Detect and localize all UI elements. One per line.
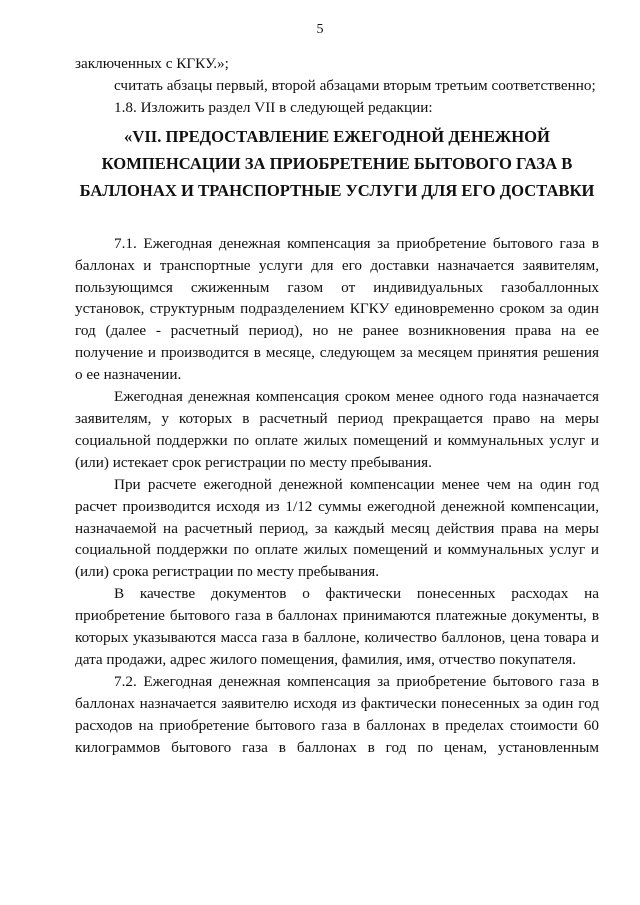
body-paragraph: 7.1. Ежегодная денежная компенсация за приобретение бытового газа в баллонах и транспортные услуги для его доставки назначается заявителям, пользующимся сжиженным газом от индивидуальных газобаллонных установок, структурным подразделением КГКУ единовременно сроком за один год (далее - расчетный период), но не ранее возникновения права на ее получение и производится в месяце, следующем за месяцем принятия решения о ее назначении. (75, 234, 599, 384)
section-heading-line: БАЛЛОНАХ И ТРАНСПОРТНЫЕ УСЛУГИ ДЛЯ ЕГО ДОСТАВКИ (79, 180, 595, 200)
section-heading-line: «VII. ПРЕДОСТАВЛЕНИЕ ЕЖЕГОДНОЙ ДЕНЕЖНОЙ (124, 126, 550, 146)
body-paragraph: При расчете ежегодной денежной компенсации менее чем на один год расчет производится исходя из 1/12 суммы ежегодной денежной компенсации, назначаемой на расчетный период, за каждый месяц действия права на меры социальной поддержки по оплате жилых помещений и коммунальных услуг и (или) срока регистрации по месту пребывания. (75, 475, 599, 581)
amendment-line: 1.8. Изложить раздел VII в следующей редакции: (114, 98, 433, 116)
spacer (75, 204, 599, 233)
body-paragraph: Ежегодная денежная компенсация сроком менее одного года назначается заявителям, у которых в расчетный период прекращается право на меры социальной поддержки по оплате жилых помещений и коммунальных услуг и (или) истекает срок регистрации по месту пребывания. (75, 388, 599, 471)
document-body (75, 53, 599, 758)
body-paragraph: В качестве документов о фактически понесенных расходах на приобретение бытового газа в баллонах принимаются платежные документы, в которых указываются масса газа в баллоне, количество баллонов, цена товара и дата продажи, адрес жилого помещения, фамилия, имя, отчество покупателя. (75, 585, 599, 668)
page-number: 5 (316, 22, 324, 37)
body-paragraph: 7.2. Ежегодная денежная компенсация за приобретение бытового газа в баллонах назначается заявителю исходя из фактически понесенных за один год расходов на приобретение бытового газа в баллонах в пределах стоимости 60 килограммов бытового газа в баллонах в год по ценам, установленным (75, 672, 599, 756)
section-heading-line: КОМПЕНСАЦИИ ЗА ПРИОБРЕТЕНИЕ БЫТОВОГО ГАЗА В (101, 153, 573, 173)
section-heading (75, 123, 599, 204)
continuation-line: заключенных с КГКУ.»; (75, 55, 229, 72)
amendment-line: считать абзацы первый, второй абзацами вторым третьим соответственно; (114, 76, 596, 94)
